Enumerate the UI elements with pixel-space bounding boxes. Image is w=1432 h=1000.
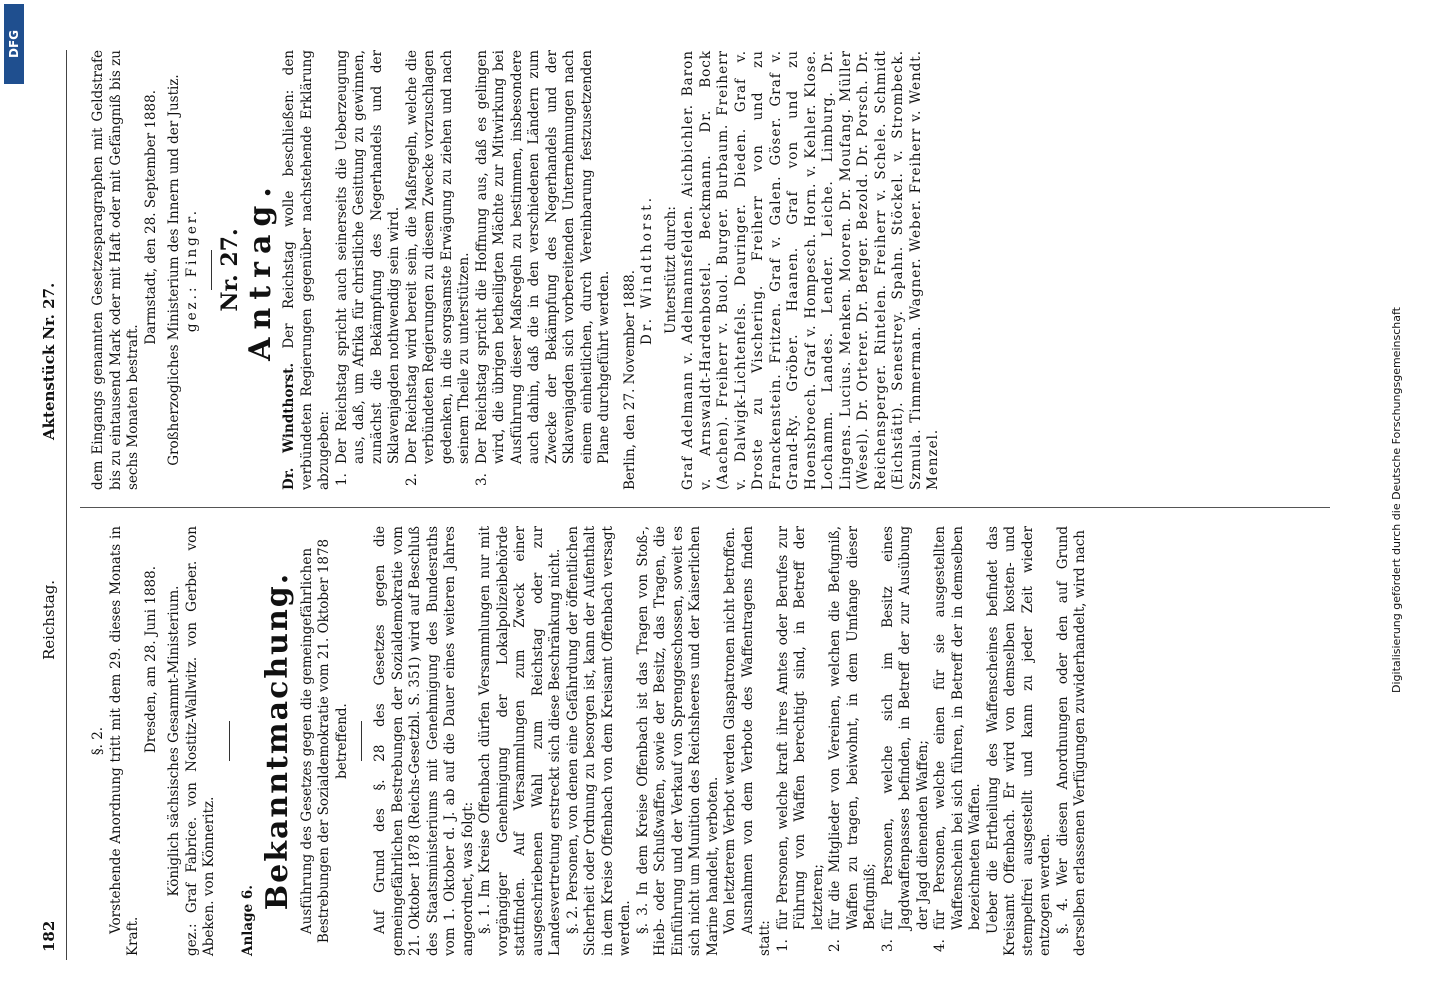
separator-rule xyxy=(229,721,230,761)
ministry-name: Königlich sächsisches Gesammt-Ministerium. xyxy=(166,585,182,897)
ministry-name: Großherzogliches Ministerium des Innern und der Justiz. xyxy=(166,74,182,466)
separator-rule xyxy=(211,250,212,290)
page-number: 182 xyxy=(40,920,58,952)
section-4: §. 4. Wer diesen Anordnungen oder den auf Grund derselben erlassenen Verfügungen zuwiderhandelt, wird nach xyxy=(1054,526,1088,956)
list-item: 1. Der Reichstag spricht auch seinerseits die Ueberzeugung aus, daß, um Afrika für christliche Gesittung zu gewinnen, zunächst die Bekämpfung des Negerhandels und der Sklavenjagden nothwendig sein wird. xyxy=(333,50,402,486)
section-3: §. 3. In dem Kreise Offenbach ist das Tragen von Stoß-, Hieb- oder Schußwaffen, sowie der Besitz, das Tragen, die Einführung und der Verkauf von Sprenggeschossen, soweit es sich nicht um Munition des Reichsheeres und der Kaiserlichen Marine handelt, verboten. xyxy=(634,526,721,956)
left-column xyxy=(90,526,1090,956)
place-date: Dresden, am 28. Juni 1888. xyxy=(142,566,159,754)
section-3-note: Von letzterem Verbot werden Glaspatronen nicht betroffen. xyxy=(722,526,738,934)
list-item: 3. für Personen, welche sich im Besitz eines Jagdwaffenpasses befinden, in Betreff der zur Ausübung der Jagd dienenden Waffen; xyxy=(879,526,931,952)
paragraph-text: Vorstehende Anordnung tritt mit dem 29. dieses Monats in Kraft. xyxy=(107,526,141,956)
notice-title: Bekanntmachung. xyxy=(260,571,295,911)
list-item: 3. Der Reichstag spricht die Hoffnung aus, daß es gelingen wird, die übrigen betheiligten Mächte zur Mitwirkung bei Ausführung dieser Maßregeln zu bestimmen, insbesondere auch dahin, daß die in den verschiedenen Ländern zum Zwecke der Bekämpfung des Negerhandels und der Sklavenjagden sich vorbereitenden Unternehmungen nach einem einheitlichen, durch Vereinbarung festzusetzenden Plane durchgeführt werden. xyxy=(473,50,612,486)
anlage-label: Anlage 6. xyxy=(239,885,256,956)
list-item: 4. für Personen, welche einen für sie ausgestellten Waffenschein bei sich führen, in Betreff der in demselben bezeichneten Waffen. xyxy=(932,526,983,952)
list-item: 2. Der Reichstag wird bereit sein, die Maßregeln, welche die verbündeten Regierungen zu diesem Zwecke vorzuschlagen gedenken, in die sorgsamste Erwägung zu ziehen und nach seinem Theile zu unterstützen. xyxy=(403,50,472,486)
place-date: Darmstadt, den 28. September 1888. xyxy=(142,90,159,345)
document-number: Nr. 27. xyxy=(217,228,243,312)
header-right-title: Aktenstück Nr. 27. xyxy=(40,282,58,440)
motion-intro: Dr. Windthorst. Der Reichstag wolle beschließen: den verbündeten Regierungen gegenüber nachstehende Erklärung abzugeben: xyxy=(281,50,332,490)
separator-rule xyxy=(361,721,362,761)
section-2: §. 2. Personen, von denen eine Gefährdung der öffentlichen Sicherheit oder Ordnung zu besorgen ist, kann der Aufenthalt in dem Kreise Offenbach von dem Kreisamt Offenbach versagt werden. xyxy=(564,526,633,956)
page-header xyxy=(40,0,70,1000)
supported-by-label: Unterstützt durch: xyxy=(662,206,679,334)
motion-signer: Dr. Windthorst. xyxy=(639,195,655,346)
right-column xyxy=(90,50,943,490)
motion-title: Antrag. xyxy=(242,179,278,361)
signatures: gez.: Graf Fabrice. von Nostitz-Wallwitz. von Gerber. von Abeken. von Könneritz. xyxy=(183,526,217,956)
list-item: 2. für die Mitglieder von Vereinen, welchen die Befugniß, Waffen zu tragen, beiwohnt, in dem Umfange dieser Befugniß; xyxy=(827,526,878,952)
header-left-title: Reichstag. xyxy=(40,579,58,660)
notice-intro: Auf Grund des §. 28 des Gesetzes gegen die gemeingefährlichen Bestrebungen der Sozialdemokratie vom 21. Oktober 1878 (Reichs-Gesetzbl. S. 351) wird auf Beschluß des Staatsministeriums mit Genehmigung des Bundesraths vom 1. Oktober d. J. ab auf die Dauer eines weiteren Jahres angeordnet, was folgt: xyxy=(372,526,476,956)
signature: gez.: Finger. xyxy=(183,207,200,333)
supporters-list: Graf Adelmann v. Adelmannsfelden. Aichbichler. Baron v. Arnswaldt-Hardenbostel. Beckmann. Dr. Bock (Aachen). Freiherr v. Buol. Burger. Burbaum. Freiherr v. Dalwigk-Lichtenfels. Deuringer. Dieden. Graf v. Droste zu Vischering. Freiherr von und zu Franckenstein. Fritzen. Graf v. Galen. Göser. Graf v. Grand-Ry. Gröber. Haanen. Graf von und zu Hoensbroech. Graf v. Hompesch. Horn. v. Kehler. Klose. Lochamm. Landes. Lender. Leiche. Limburg. Dr. Lingens. Lucius. Menken. Mooren. Dr. Moufang. Müller (Wesel). Dr. Orterer. Dr. Berger. Bezold. Dr. Porsch. Dr. Reichensperger. Rintelen. Freiherr v. Schele. Schmidt (Eichstätt). Senestrey. Spahn. Stöckel. v. Strombeck. Szmula. Timmerman. Wagner. Weber. Freiherr v. Wendt. Menzel. xyxy=(680,50,941,490)
motion-date: Berlin, den 27. November 1888. xyxy=(621,269,638,490)
list-item: 1. für Personen, welche kraft ihres Amtes oder Berufes zur Führung von Waffen berechtigt sind, in Betreff der letzteren; xyxy=(774,526,826,952)
header-rule xyxy=(66,50,67,960)
notice-subtitle: Ausführung des Gesetzes gegen die gemeingefährlichen Bestrebungen der Sozialdemokratie vom 21. Oktober 1878 betreffend. xyxy=(298,538,350,944)
page-footer: Digitalisierung gefördert durch die Deutsche Forschungsgemeinschaft xyxy=(1390,307,1403,693)
column-divider xyxy=(80,507,1330,508)
paragraph-heading: §. 2. xyxy=(90,726,106,756)
section-3-permit: Ueber die Ertheilung des Waffenscheines befindet das Kreisamt Offenbach. Er wird von demselben kosten- und stempelfrei ausgestellt und kann zu jeder Zeit wieder entzogen werden. xyxy=(984,526,1053,956)
section-3-exceptions-intro: Ausnahmen von dem Verbote des Waffentragens finden statt: xyxy=(739,526,773,956)
dfg-logo: DFG xyxy=(4,4,24,84)
section-1: §. 1. Im Kreise Offenbach dürfen Versammlungen nur mit vorgängiger Genehmigung der Lokalpolizeibehörde stattfinden. Auf Versammlungen zum Zweck einer ausgeschriebenen Wahl zum Reichstag oder zur Landesvertretung erstreckt sich diese Beschränkung nicht. xyxy=(477,526,563,956)
continued-text: dem Eingangs genannten Gesetzesparagraphen mit Geldstrafe bis zu eintausend Mark oder mit Haft oder mit Gefängniß bis zu sechs Monaten bestraft. xyxy=(90,50,141,490)
